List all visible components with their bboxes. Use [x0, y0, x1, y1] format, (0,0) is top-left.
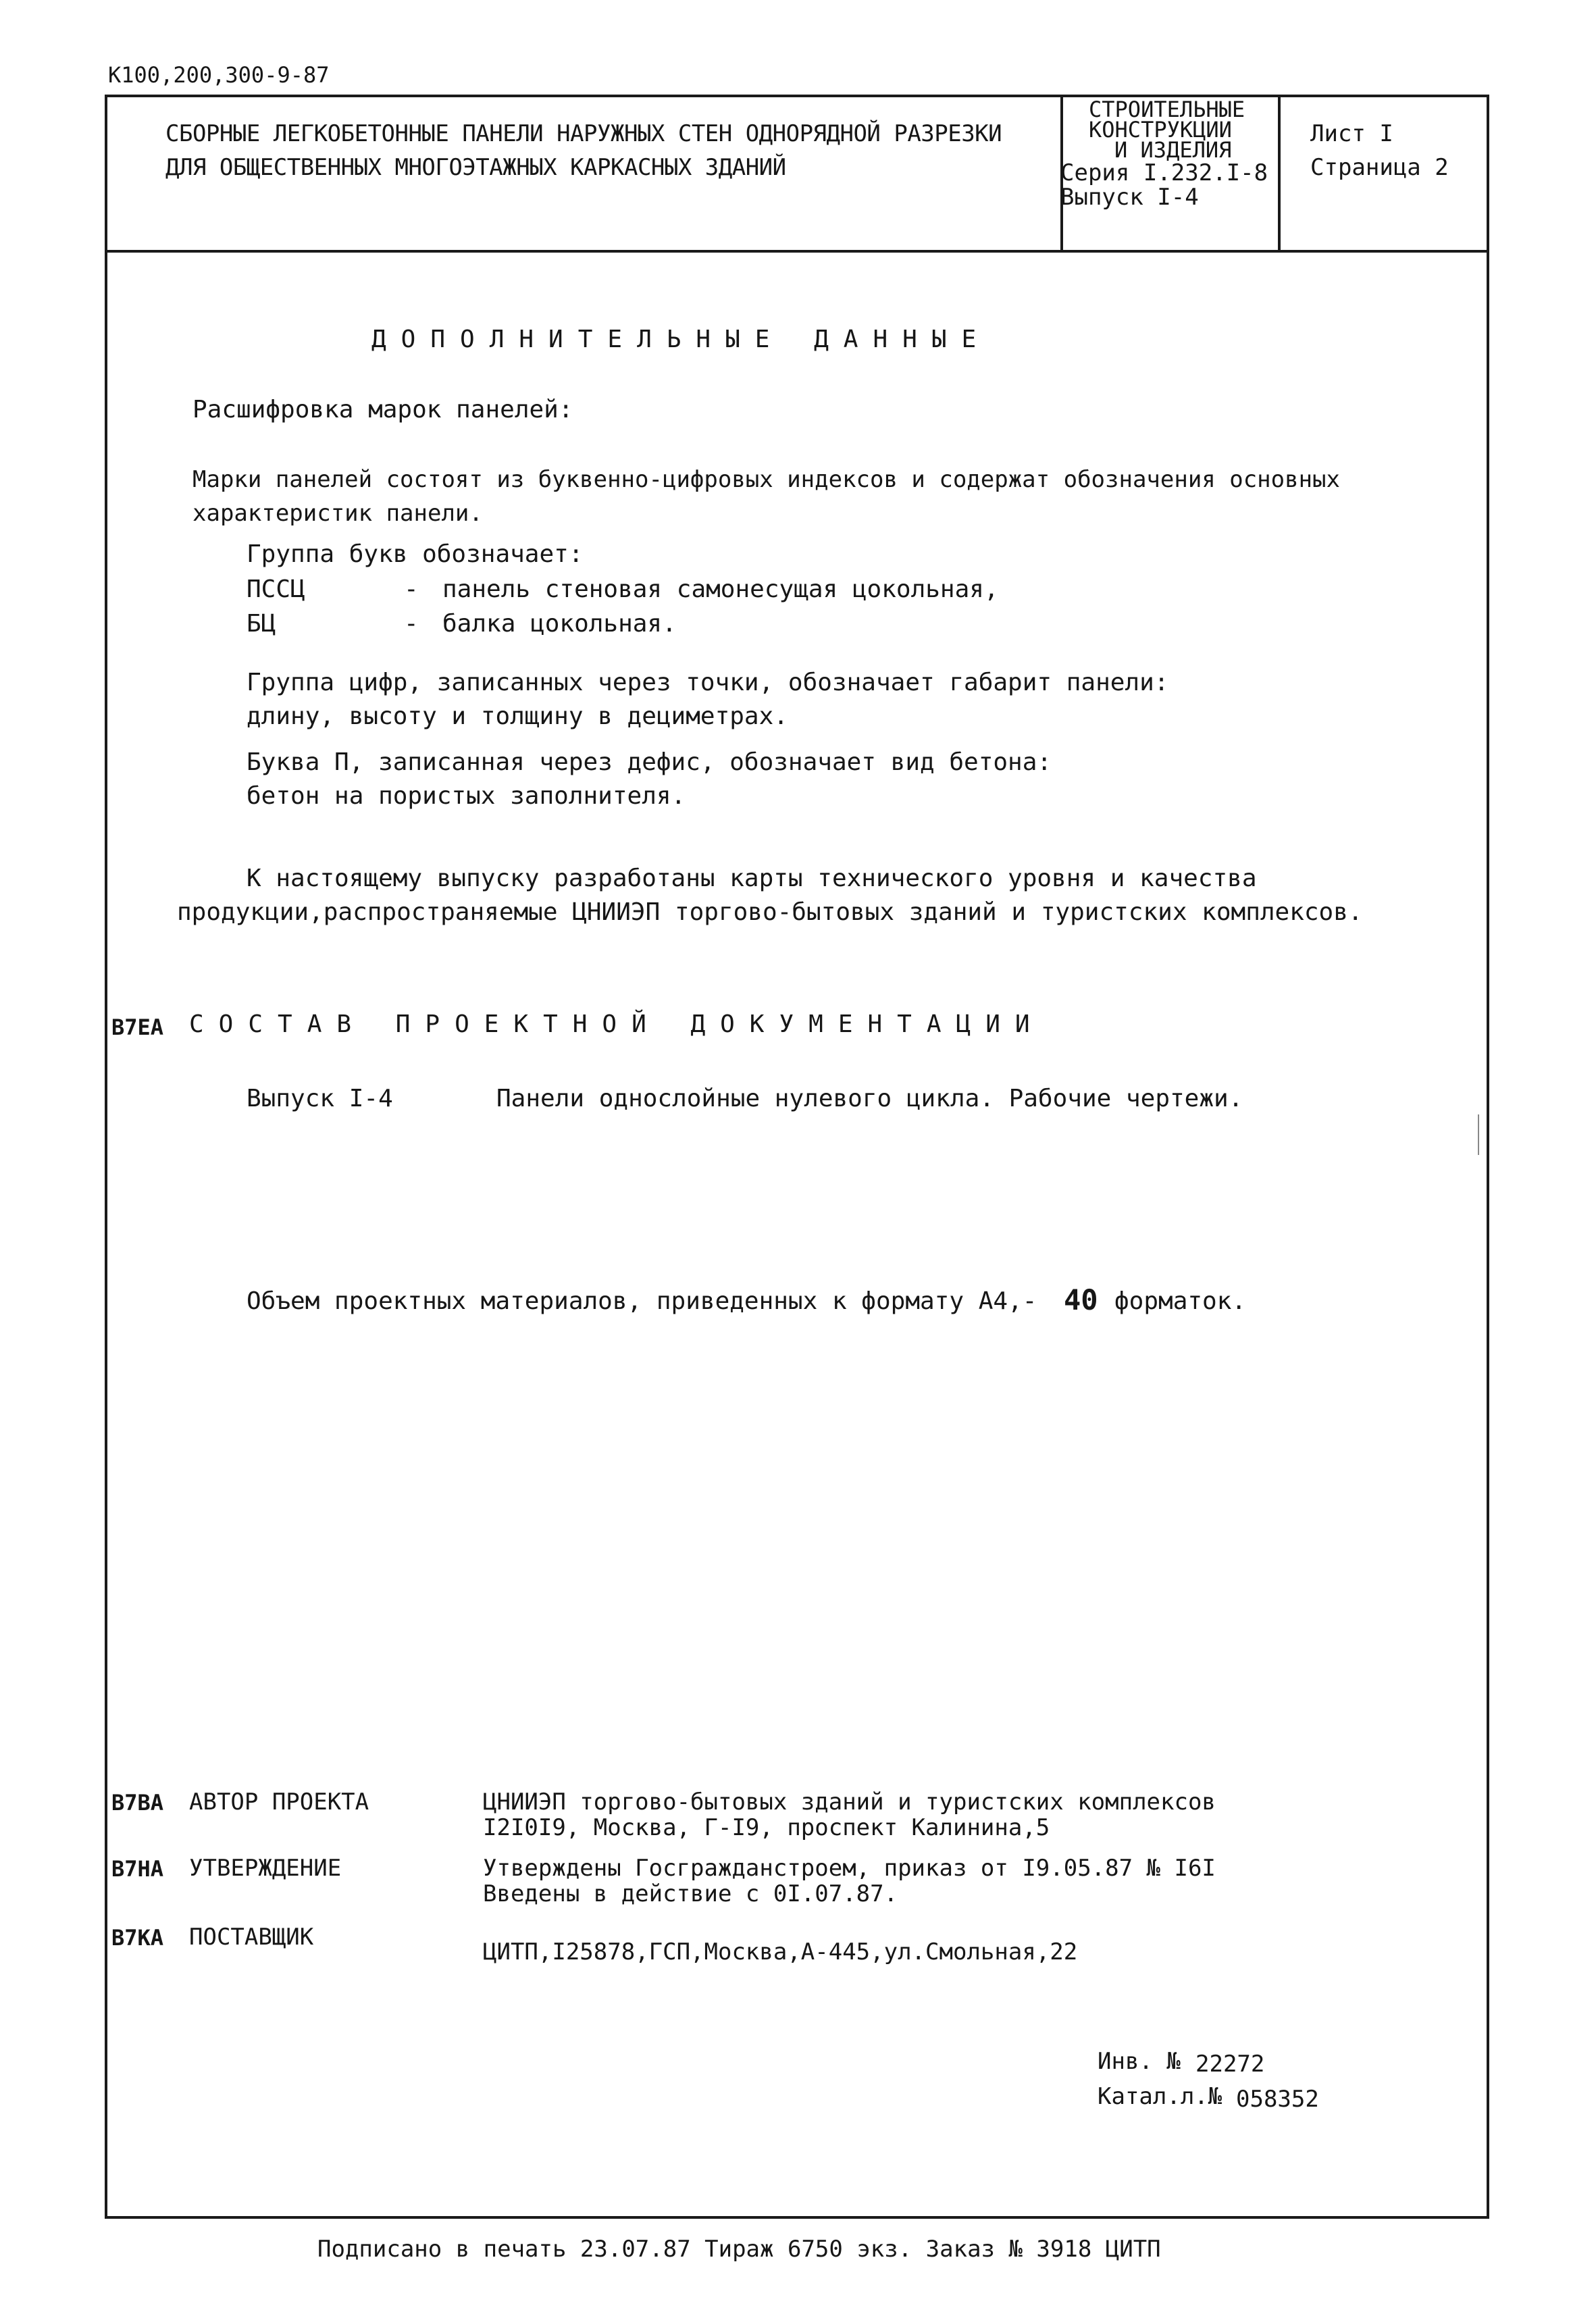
header-divider	[105, 250, 1489, 253]
para1-line2: характеристик панели.	[192, 500, 483, 527]
volume-unit: форматок.	[1114, 1287, 1247, 1315]
catalog-label: Катал.л.№	[1098, 2083, 1222, 2110]
record-line2: I2I0I9, Москва, Г-I9, проспект Калинина,5	[483, 1814, 1050, 1841]
catalog-number: 058352	[1236, 2086, 1319, 2113]
record-line1: ЦИТП,I25878,ГСП,Москва,А-445,ул.Смольная,22	[483, 1938, 1078, 1965]
header-category-line1: СТРОИТЕЛЬНЫЕ	[1089, 97, 1245, 122]
margin-tick	[1478, 1114, 1479, 1155]
document-code: К100,200,300-9-87	[108, 62, 330, 88]
record-line1: Утверждены Госгражданстроем, приказ от I9.05.87 № I6I	[483, 1855, 1216, 1882]
header-column-divider-2	[1278, 95, 1281, 251]
inventory-label: Инв. №	[1098, 2048, 1181, 2075]
composition-issue-label: Выпуск I-4	[247, 1085, 393, 1112]
record-line2: Введены в действие с 0I.07.87.	[483, 1880, 898, 1907]
digits-line2: длину, высоту и толщину в дециметрах.	[247, 702, 788, 730]
para1-line1: Марки панелей состоят из буквенно-цифровых индексов и содержат обозначения основных	[192, 466, 1340, 493]
header-title-line2: ДЛЯ ОБЩЕСТВЕННЫХ МНОГОЭТАЖНЫХ КАРКАСНЫХ ЗДАНИЙ	[165, 154, 786, 181]
mark-desc: панель стеновая самонесущая цокольная,	[442, 575, 999, 603]
header-series: Серия I.232.I-8	[1060, 159, 1268, 186]
decode-title: Расшифровка марок панелей:	[192, 396, 573, 423]
record-code: В7НА	[111, 1856, 164, 1882]
maps-line2: продукции,распространяемые ЦНИИЭП торгово-бытовых зданий и туристских комплексов.	[177, 898, 1363, 926]
mark-code: ПССЦ	[247, 575, 305, 603]
print-footer: Подписано в печать 23.07.87 Тираж 6750 экз. Заказ № 3918 ЦИТП	[317, 2236, 1161, 2263]
header-category-line2: КОНСТРУКЦИИ	[1089, 117, 1232, 143]
mark-code: БЦ	[247, 610, 276, 638]
composition-heading: СОСТАВ ПРОЕКТНОЙ ДОКУМЕНТАЦИИ	[189, 1010, 1045, 1038]
header-title-line1: СБОРНЫЕ ЛЕГКОБЕТОННЫЕ ПАНЕЛИ НАРУЖНЫХ СТЕН ОДНОРЯДНОЙ РАЗРЕЗКИ	[165, 120, 1002, 147]
record-code: В7ВА	[111, 1790, 164, 1816]
record-line1: ЦНИИЭП торгово-бытовых зданий и туристских комплексов	[483, 1789, 1216, 1816]
composition-issue-desc: Панели однослойные нулевого цикла. Рабочие чертежи.	[496, 1085, 1243, 1112]
record-label: ПОСТАВЩИК	[189, 1924, 314, 1951]
header-category-line3: И ИЗДЕЛИЯ	[1114, 137, 1232, 163]
inventory-number: 22272	[1195, 2051, 1265, 2078]
letters-title: Группа букв обозначает:	[247, 540, 584, 568]
volume-value: 40	[1064, 1283, 1098, 1316]
volume-text: Объем проектных материалов, приведенных к формату А4,-	[247, 1287, 1037, 1315]
header-page: Страница 2	[1310, 154, 1449, 181]
additional-heading: ДОПОЛНИТЕЛЬНЫЕ ДАННЫЕ	[371, 326, 992, 353]
record-code: В7КА	[111, 1925, 164, 1951]
digits-line1: Группа цифр, записанных через точки, обозначает габарит панели:	[247, 669, 1169, 696]
record-label: АВТОР ПРОЕКТА	[189, 1789, 369, 1816]
header-sheet: Лист I	[1310, 120, 1393, 147]
header-issue: Выпуск I-4	[1060, 184, 1199, 211]
letterp-line1: Буква П, записанная через дефис, обозначает вид бетона:	[247, 748, 1052, 776]
maps-line1: К настоящему выпуску разработаны карты технического уровня и качества	[247, 865, 1257, 892]
letterp-line2: бетон на пористых заполнителя.	[247, 782, 686, 810]
record-label: УТВЕРЖДЕНИЕ	[189, 1855, 342, 1882]
mark-dash: -	[404, 575, 419, 603]
mark-dash: -	[404, 610, 419, 638]
mark-desc: балка цокольная.	[442, 610, 677, 638]
composition-code: В7ЕА	[111, 1014, 164, 1040]
